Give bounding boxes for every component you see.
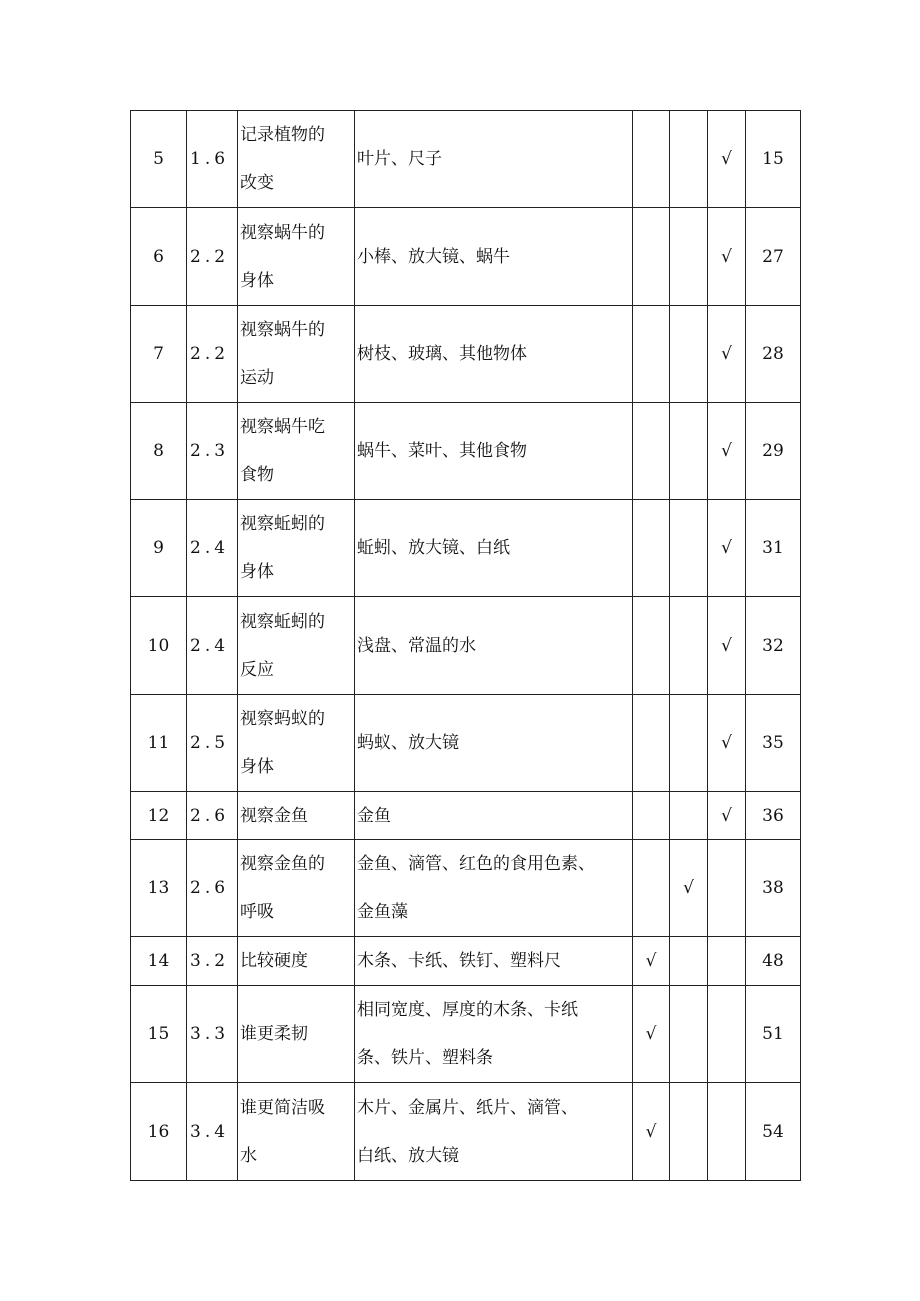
check-mark-col1 (633, 695, 670, 792)
check-mark-col2 (670, 937, 708, 986)
experiment-name-line: 谁更简洁吸 (240, 1097, 325, 1118)
table-row (131, 1083, 801, 1181)
table-row (131, 208, 801, 306)
materials (355, 840, 633, 937)
check-mark-col1: √ (633, 986, 670, 1083)
row-number: 8 (131, 403, 187, 500)
experiment-name-line: 水 (240, 1145, 257, 1166)
experiment-name-line: 身体 (240, 757, 274, 777)
check-mark-col1 (633, 403, 670, 500)
materials-line: 金鱼藻 (357, 902, 408, 922)
check-mark-col3 (708, 986, 746, 1083)
section-number: 2.2 (187, 208, 238, 306)
row-number: 7 (131, 306, 187, 403)
check-mark-col2 (670, 1083, 708, 1181)
materials-line: 条、铁片、塑料条 (357, 1048, 493, 1068)
row-number: 12 (131, 792, 187, 840)
table-row (131, 500, 801, 597)
table-row (131, 403, 801, 500)
materials-line: 小棒、放大镜、蜗牛 (357, 246, 510, 267)
materials-line: 蚯蚓、放大镜、白纸 (357, 538, 510, 558)
experiment-name (238, 792, 355, 840)
materials-line: 金鱼、滴管、红色的食用色素、 (357, 854, 595, 874)
materials (355, 1083, 633, 1181)
experiment-name-line: 反应 (240, 659, 274, 680)
check-mark-col3 (708, 840, 746, 937)
experiment-name-line: 记录植物的 (240, 125, 325, 145)
row-number: 6 (131, 208, 187, 306)
experiment-name (238, 306, 355, 403)
materials (355, 111, 633, 208)
check-mark-col3 (708, 937, 746, 986)
section-number: 2.5 (187, 695, 238, 792)
materials-line: 木片、金属片、纸片、滴管、 (357, 1097, 578, 1118)
page-number: 32 (746, 597, 801, 695)
table-row (131, 695, 801, 792)
materials-line: 白纸、放大镜 (357, 1145, 459, 1166)
check-mark-col2 (670, 306, 708, 403)
check-mark-col1: √ (633, 937, 670, 986)
materials-line: 金鱼 (357, 805, 391, 826)
row-number: 16 (131, 1083, 187, 1181)
experiment-name-line: 谁更柔韧 (240, 1024, 308, 1044)
check-mark-col3 (708, 1083, 746, 1181)
check-mark-col2 (670, 111, 708, 208)
materials (355, 306, 633, 403)
experiment-name-line: 身体 (240, 270, 274, 291)
experiment-name (238, 111, 355, 208)
check-mark-col2 (670, 597, 708, 695)
experiment-name-line: 视察蚯蚓的 (240, 611, 325, 632)
materials-line: 相同宽度、厚度的木条、卡纸 (357, 1000, 578, 1020)
table-row (131, 597, 801, 695)
section-number: 2.4 (187, 597, 238, 695)
check-mark-col3: √ (708, 792, 746, 840)
page-number: 48 (746, 937, 801, 986)
experiment-name-line: 视察金鱼的 (240, 854, 325, 874)
page-number: 29 (746, 403, 801, 500)
page-number: 15 (746, 111, 801, 208)
check-mark-col1 (633, 792, 670, 840)
materials (355, 597, 633, 695)
experiment-name-line: 身体 (240, 562, 274, 582)
experiment-name (238, 500, 355, 597)
page-number: 36 (746, 792, 801, 840)
check-mark-col1 (633, 208, 670, 306)
table-row (131, 306, 801, 403)
check-mark-col2 (670, 403, 708, 500)
section-number: 2.2 (187, 306, 238, 403)
experiment-name-line: 视察蚂蚁的 (240, 709, 325, 729)
table-row (131, 937, 801, 986)
materials (355, 208, 633, 306)
experiment-name (238, 1083, 355, 1181)
materials (355, 403, 633, 500)
check-mark-col1: √ (633, 1083, 670, 1181)
check-mark-col3: √ (708, 500, 746, 597)
materials-line: 蜗牛、菜叶、其他食物 (357, 441, 527, 461)
row-number: 13 (131, 840, 187, 937)
check-mark-col1 (633, 111, 670, 208)
experiment-name-line: 视察蜗牛吃 (240, 417, 325, 437)
section-number: 2.4 (187, 500, 238, 597)
materials (355, 937, 633, 986)
section-number: 3.3 (187, 986, 238, 1083)
experiment-name-line: 视察蜗牛的 (240, 222, 325, 243)
check-mark-col3: √ (708, 597, 746, 695)
experiment-name-line: 运动 (240, 368, 274, 388)
page-number: 27 (746, 208, 801, 306)
section-number: 3.4 (187, 1083, 238, 1181)
table-row (131, 840, 801, 937)
row-number: 5 (131, 111, 187, 208)
check-mark-col2 (670, 500, 708, 597)
page-number: 31 (746, 500, 801, 597)
experiment-name (238, 986, 355, 1083)
check-mark-col1 (633, 840, 670, 937)
page-number: 54 (746, 1083, 801, 1181)
experiment-name (238, 937, 355, 986)
experiment-name (238, 597, 355, 695)
experiment-name-line: 视察蚯蚓的 (240, 514, 325, 534)
materials (355, 986, 633, 1083)
row-number: 15 (131, 986, 187, 1083)
table-row (131, 111, 801, 208)
experiment-name (238, 840, 355, 937)
experiment-name-line: 呼吸 (240, 902, 274, 922)
section-number: 1.6 (187, 111, 238, 208)
check-mark-col2 (670, 208, 708, 306)
row-number: 11 (131, 695, 187, 792)
check-mark-col3: √ (708, 111, 746, 208)
section-number: 2.6 (187, 840, 238, 937)
check-mark-col1 (633, 597, 670, 695)
materials-line: 叶片、尺子 (357, 149, 442, 169)
experiment-name-line: 比较硬度 (240, 951, 308, 971)
check-mark-col3: √ (708, 695, 746, 792)
experiment-name (238, 208, 355, 306)
table-row (131, 986, 801, 1083)
row-number: 10 (131, 597, 187, 695)
materials-line: 浅盘、常温的水 (357, 635, 476, 656)
check-mark-col1 (633, 500, 670, 597)
table-row (131, 792, 801, 840)
experiment-table-page (130, 110, 801, 1181)
experiment-name-line: 视察蜗牛的 (240, 320, 325, 340)
page-number: 38 (746, 840, 801, 937)
materials (355, 695, 633, 792)
check-mark-col3: √ (708, 208, 746, 306)
experiment-name-line: 视察金鱼 (240, 805, 308, 826)
check-mark-col2 (670, 695, 708, 792)
check-mark-col3: √ (708, 403, 746, 500)
materials-line: 木条、卡纸、铁钉、塑料尺 (357, 951, 561, 971)
experiment-name-line: 改变 (240, 173, 274, 193)
page-number: 28 (746, 306, 801, 403)
experiment-name-line: 食物 (240, 465, 274, 485)
experiment-name (238, 695, 355, 792)
materials (355, 792, 633, 840)
materials-line: 树枝、玻璃、其他物体 (357, 344, 527, 364)
check-mark-col2: √ (670, 840, 708, 937)
page-number: 51 (746, 986, 801, 1083)
section-number: 2.3 (187, 403, 238, 500)
table-body (131, 111, 801, 1181)
materials (355, 500, 633, 597)
row-number: 9 (131, 500, 187, 597)
check-mark-col1 (633, 306, 670, 403)
row-number: 14 (131, 937, 187, 986)
experiment-name (238, 403, 355, 500)
page-number: 35 (746, 695, 801, 792)
section-number: 3.2 (187, 937, 238, 986)
check-mark-col3: √ (708, 306, 746, 403)
check-mark-col2 (670, 986, 708, 1083)
experiment-table (130, 110, 801, 1181)
materials-line: 蚂蚁、放大镜 (357, 733, 459, 753)
section-number: 2.6 (187, 792, 238, 840)
check-mark-col2 (670, 792, 708, 840)
